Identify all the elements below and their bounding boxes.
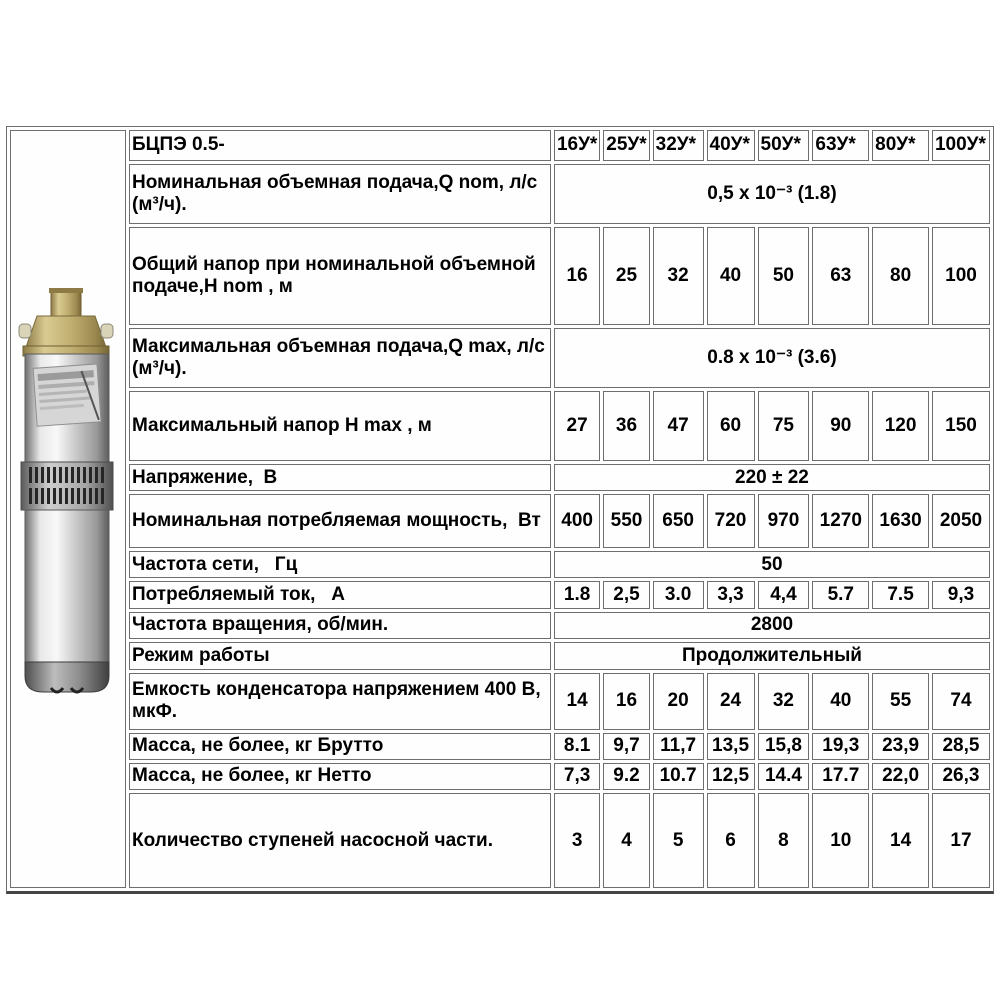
value-cell: 14: [872, 793, 929, 888]
row-capacitor: [10, 673, 990, 730]
value-cell: 14.4: [758, 763, 810, 790]
row-stages: [10, 793, 990, 888]
row-q-nom: [10, 164, 990, 224]
spec-row-label: Частота сети, Гц: [129, 551, 551, 578]
header-row: [10, 130, 990, 161]
value-cell: 22,0: [872, 763, 929, 790]
value-cell: 15,8: [758, 733, 810, 760]
value-cell: 17.7: [812, 763, 869, 790]
row-frequency: [10, 551, 990, 578]
value-cell: 13,5: [707, 733, 755, 760]
value-cell: 2,5: [603, 581, 649, 608]
value-cell: 2050: [932, 494, 990, 548]
row-power: [10, 494, 990, 548]
spec-row-label: Количество ступеней насосной части.: [129, 793, 551, 888]
value-cell: 970: [758, 494, 810, 548]
value-cell: 9,3: [932, 581, 990, 608]
table-title: БЦПЭ 0.5-: [129, 130, 551, 161]
value-cell: 8.1: [554, 733, 600, 760]
value-cell: 6: [707, 793, 755, 888]
value-cell: 40: [812, 673, 869, 730]
value-cell: 55: [872, 673, 929, 730]
row-mass-gross: [10, 733, 990, 760]
value-cell: 11,7: [653, 733, 704, 760]
row-rotation: [10, 612, 990, 639]
value-cell: 23,9: [872, 733, 929, 760]
value-cell: 12,5: [707, 763, 755, 790]
spec-row-label: Максимальная объемная подача,Q max, л/с (м³/ч).: [129, 328, 551, 388]
value-cell: 3.0: [653, 581, 704, 608]
value-cell: 20: [653, 673, 704, 730]
value-cell: 26,3: [932, 763, 990, 790]
value-cell: 1630: [872, 494, 929, 548]
row-voltage: [10, 464, 990, 491]
value-cell: 5.7: [812, 581, 869, 608]
value-cell: 60: [707, 391, 755, 461]
value-cell: 9.2: [603, 763, 649, 790]
model-header-50: 50У*: [758, 130, 810, 161]
spec-row-label: Напряжение, В: [129, 464, 551, 491]
value-cell: 90: [812, 391, 869, 461]
model-header-32: 32У*: [653, 130, 704, 161]
value-cell: 7,3: [554, 763, 600, 790]
row-h-nom: [10, 227, 990, 325]
value-cell: 47: [653, 391, 704, 461]
value-cell: 40: [707, 227, 755, 325]
value-cell: 75: [758, 391, 810, 461]
spec-table: [6, 126, 994, 894]
spec-row-label: Номинальная объемная подача,Q nom, л/с (м³/ч).: [129, 164, 551, 224]
spec-row-label: Потребляемый ток, А: [129, 581, 551, 608]
value-cell: 7.5: [872, 581, 929, 608]
value-cell: 550: [603, 494, 649, 548]
row-q-max: [10, 328, 990, 388]
pump-photo: [10, 130, 126, 888]
merged-value-cell: 0.8 x 10⁻³ (3.6): [554, 328, 990, 388]
value-cell: 25: [603, 227, 649, 325]
model-header-63: 63У*: [812, 130, 869, 161]
value-cell: 36: [603, 391, 649, 461]
value-cell: 16: [554, 227, 600, 325]
value-cell: 4: [603, 793, 649, 888]
value-cell: 27: [554, 391, 600, 461]
merged-value-cell: 2800: [554, 612, 990, 639]
model-header-80: 80У*: [872, 130, 929, 161]
row-mass-net: [10, 763, 990, 790]
value-cell: 400: [554, 494, 600, 548]
value-cell: 80: [872, 227, 929, 325]
row-current: [10, 581, 990, 608]
value-cell: 28,5: [932, 733, 990, 760]
merged-value-cell: 0,5 x 10⁻³ (1.8): [554, 164, 990, 224]
model-header-16: 16У*: [554, 130, 600, 161]
value-cell: 19,3: [812, 733, 869, 760]
value-cell: 9,7: [603, 733, 649, 760]
value-cell: 74: [932, 673, 990, 730]
value-cell: 3,3: [707, 581, 755, 608]
value-cell: 8: [758, 793, 810, 888]
row-h-max: [10, 391, 990, 461]
value-cell: 1.8: [554, 581, 600, 608]
merged-value-cell: 220 ± 22: [554, 464, 990, 491]
value-cell: 1270: [812, 494, 869, 548]
value-cell: 16: [603, 673, 649, 730]
model-header-25: 25У*: [603, 130, 649, 161]
row-mode: [10, 642, 990, 670]
submersible-pump-image: [13, 132, 123, 880]
value-cell: 50: [758, 227, 810, 325]
value-cell: 17: [932, 793, 990, 888]
value-cell: 63: [812, 227, 869, 325]
spec-row-label: Режим работы: [129, 642, 551, 670]
model-header-100: 100У*: [932, 130, 990, 161]
value-cell: 10: [812, 793, 869, 888]
value-cell: 14: [554, 673, 600, 730]
merged-value-cell: Продолжительный: [554, 642, 990, 670]
merged-value-cell: 50: [554, 551, 990, 578]
spec-row-label: Масса, не более, кг Брутто: [129, 733, 551, 760]
spec-row-label: Частота вращения, об/мин.: [129, 612, 551, 639]
value-cell: 3: [554, 793, 600, 888]
value-cell: 100: [932, 227, 990, 325]
spec-row-label: Номинальная потребляемая мощность, Вт: [129, 494, 551, 548]
value-cell: 4,4: [758, 581, 810, 608]
spec-row-label: Общий напор при номинальной объемной подаче,H nom , м: [129, 227, 551, 325]
value-cell: 720: [707, 494, 755, 548]
value-cell: 32: [653, 227, 704, 325]
value-cell: 5: [653, 793, 704, 888]
value-cell: 24: [707, 673, 755, 730]
value-cell: 120: [872, 391, 929, 461]
spec-row-label: Емкость конденсатора напряжением 400 В, мкФ.: [129, 673, 551, 730]
model-header-40: 40У*: [707, 130, 755, 161]
value-cell: 32: [758, 673, 810, 730]
spec-row-label: Максимальный напор H max , м: [129, 391, 551, 461]
value-cell: 10.7: [653, 763, 704, 790]
spec-row-label: Масса, не более, кг Нетто: [129, 763, 551, 790]
value-cell: 650: [653, 494, 704, 548]
value-cell: 150: [932, 391, 990, 461]
